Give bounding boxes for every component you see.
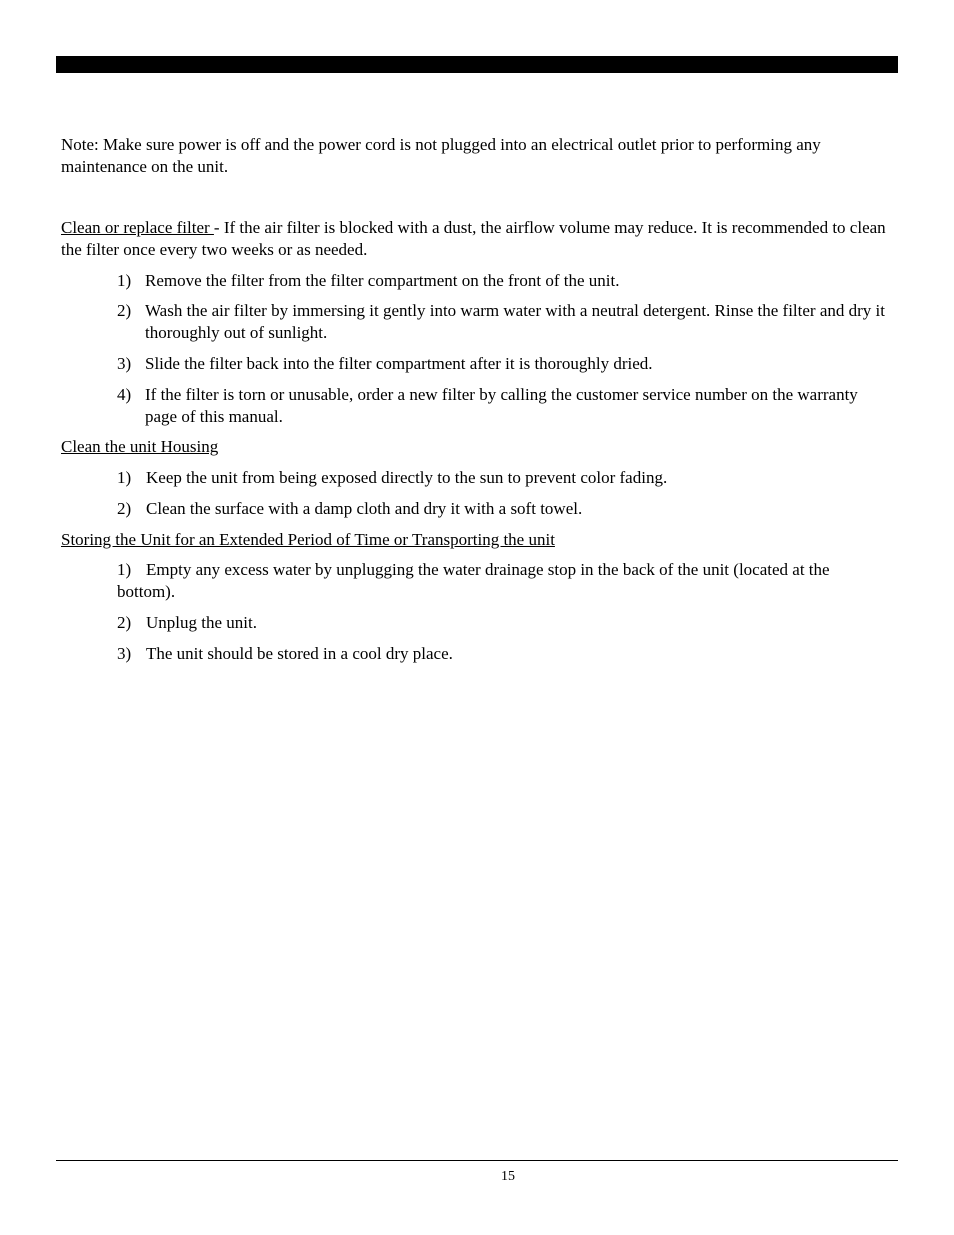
list-item	[117, 498, 897, 520]
list-item	[117, 612, 897, 634]
filter-section-heading: Clean or replace filter	[61, 218, 214, 237]
list-item-text: Remove the filter from the filter compartment on the front of the unit.	[145, 271, 620, 290]
list-item-number: 2)	[117, 499, 132, 518]
list-item-text: If the filter is torn or unusable, order a new filter by calling the customer service number on the warranty page of this manual.	[145, 385, 858, 426]
header-bar	[56, 56, 898, 73]
filter-section-text: - If the air filter is blocked with a dust, the airflow volume may reduce. It is recommended to clean the filter once every two weeks or as needed.	[61, 218, 886, 259]
page-number: 15	[501, 1169, 515, 1184]
list-item	[117, 467, 897, 489]
list-item	[117, 384, 867, 428]
list-item	[117, 643, 897, 665]
filter-section-intro	[61, 217, 891, 261]
list-item-number: 3)	[117, 354, 132, 373]
list-item-number: 2)	[117, 613, 132, 632]
housing-section-heading: Clean the unit Housing	[61, 437, 219, 456]
list-item-text: Clean the surface with a damp cloth and dry it with a soft towel.	[146, 499, 583, 518]
list-item-number: 2)	[117, 301, 132, 320]
list-item	[117, 353, 897, 375]
storage-section-heading: Storing the Unit for an Extended Period of Time or Transporting the unit	[61, 530, 555, 549]
list-item-text: Keep the unit from being exposed directly to the sun to prevent color fading.	[146, 468, 668, 487]
maintenance-note: Note: Make sure power is off and the power cord is not plugged into an electrical outlet prior to performing any maintenance on the unit.	[61, 135, 821, 176]
footer-rule	[56, 1160, 898, 1161]
list-item	[117, 270, 897, 292]
list-item-text: The unit should be stored in a cool dry place.	[146, 644, 453, 663]
list-item-text: Unplug the unit.	[146, 613, 257, 632]
list-item-number: 1)	[117, 560, 132, 579]
list-item-text: Wash the air filter by immersing it gently into warm water with a neutral detergent. Rinse the filter and dry it thoroughly out of sunlight.	[145, 301, 885, 342]
list-item-number: 4)	[117, 385, 132, 404]
list-item-text: Slide the filter back into the filter compartment after it is thoroughly dried.	[145, 354, 653, 373]
list-item-number: 1)	[117, 271, 132, 290]
list-item-number: 1)	[117, 468, 132, 487]
list-item-text: Empty any excess water by unplugging the water drainage stop in the back of the unit (located at the bottom).	[117, 560, 830, 601]
list-item	[117, 300, 897, 344]
list-item	[117, 559, 887, 603]
list-item-number: 3)	[117, 644, 132, 663]
